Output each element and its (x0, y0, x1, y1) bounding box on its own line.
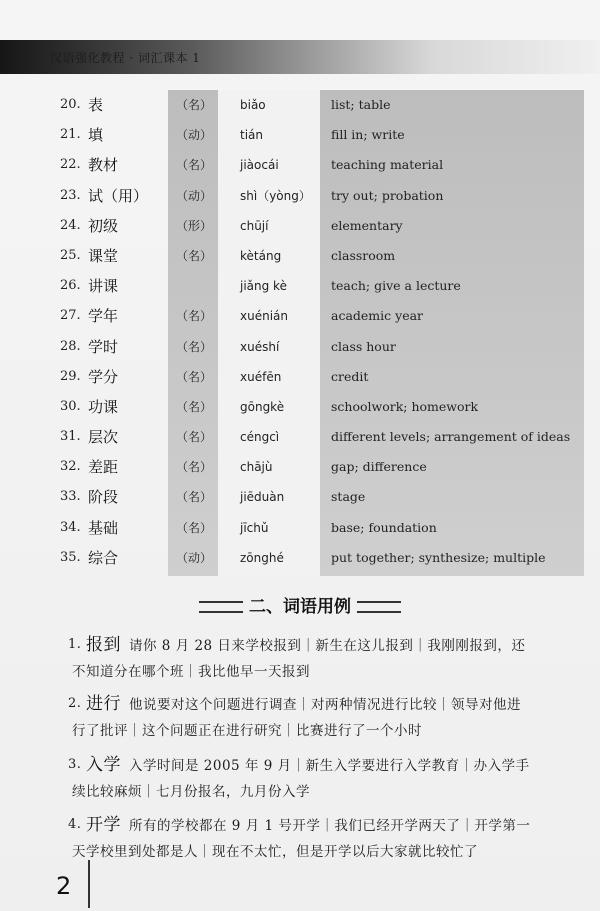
example-term: 开学 (86, 815, 121, 835)
vocab-part-of-speech: （名） (176, 158, 213, 173)
vocab-row (0, 90, 600, 120)
example-term: 入学 (86, 755, 121, 775)
vocab-pinyin: xuéshí (240, 339, 280, 354)
example-item (68, 812, 596, 865)
heading-rule-right (357, 601, 401, 613)
vocab-number: 20. (60, 97, 81, 112)
vocab-number: 21. (60, 127, 81, 143)
vocab-meaning: put together; synthesize; multiple (331, 549, 546, 565)
vocab-word: 基础 (88, 518, 119, 537)
heading-rule-left (199, 601, 243, 613)
vocab-row (0, 392, 600, 422)
vocab-pinyin: tián (240, 128, 263, 143)
vocab-meaning: different levels; arrangement of ideas (331, 429, 571, 445)
vocab-number: 30. (60, 398, 81, 414)
vocab-word: 差距 (88, 458, 119, 477)
vocab-pinyin: gōngkè (240, 399, 285, 414)
vocab-row (0, 120, 600, 150)
vocab-pinyin: shì（yòng） (240, 188, 311, 203)
vocab-number: 35. (60, 549, 81, 565)
vocab-part-of-speech: （动） (176, 188, 213, 203)
example-term: 报到 (86, 635, 121, 655)
vocab-number: 25. (60, 247, 81, 263)
vocab-pinyin: jiǎng kè (240, 279, 287, 294)
example-item (68, 632, 596, 685)
vocab-number: 29. (60, 368, 81, 384)
vocab-part-of-speech: （名） (176, 490, 213, 505)
vocab-meaning: classroom (331, 247, 396, 263)
vocab-word: 阶段 (88, 488, 119, 507)
vocab-word: 讲课 (88, 277, 119, 296)
example-item (68, 691, 596, 744)
example-number: 1. (68, 637, 82, 652)
vocab-number: 31. (60, 429, 81, 445)
vocab-meaning: elementary (331, 217, 403, 233)
vocab-row (0, 513, 600, 543)
vocab-part-of-speech: （形） (176, 218, 213, 233)
section-title: 二、词语用例 (249, 597, 351, 617)
vocab-part-of-speech: （动） (176, 550, 213, 565)
vocab-meaning: schoolwork; homework (331, 398, 479, 414)
vocab-part-of-speech: （名） (176, 430, 213, 445)
vocab-number: 34. (60, 519, 81, 535)
vocab-part-of-speech: （名） (176, 460, 213, 475)
example-term: 进行 (86, 694, 121, 714)
example-line-continued: 行了批评｜这个问题正在进行研究｜比赛进行了一个小时 (72, 723, 422, 739)
example-line-continued: 续比较麻烦｜七月份报名，九月份入学 (72, 784, 310, 800)
vocab-row (0, 241, 600, 271)
vocab-meaning: fill in; write (331, 127, 405, 143)
vocab-pinyin: jiàocái (240, 158, 279, 173)
vocab-meaning: teach; give a lecture (331, 278, 461, 294)
vocab-pinyin: chūjí (240, 218, 269, 233)
example-number: 4. (68, 817, 82, 832)
vocab-part-of-speech: （名） (176, 369, 213, 384)
vocab-pinyin: kètáng (240, 248, 282, 263)
example-line-continued: 天学校里到处都是人｜现在不太忙，但是开学以后大家就比较忙了 (72, 844, 478, 860)
vocab-row (0, 181, 600, 211)
vocab-row (0, 301, 600, 331)
example-line (86, 752, 596, 779)
vocab-part-of-speech: （名） (176, 98, 213, 112)
vocab-word: 课堂 (88, 246, 119, 265)
vocab-number: 22. (60, 157, 81, 173)
vocab-meaning: try out; probation (331, 187, 444, 203)
vocab-meaning: stage (331, 489, 366, 505)
vocab-word: 教材 (88, 156, 119, 175)
vocab-part-of-speech: （名） (176, 520, 213, 535)
vocab-pinyin: xuéfēn (240, 369, 282, 384)
vocabulary-list (0, 90, 600, 573)
example-line (86, 632, 596, 659)
book-title: 汉语强化教程 · 词汇课本 1 (50, 51, 201, 65)
section-heading (0, 595, 600, 619)
footer-rule (88, 860, 90, 908)
vocab-number: 32. (60, 459, 81, 475)
vocab-part-of-speech: （名） (176, 248, 213, 263)
vocab-word: 功课 (88, 397, 119, 416)
vocab-row (0, 422, 600, 452)
vocab-meaning: credit (331, 368, 369, 384)
vocab-row (0, 332, 600, 362)
vocab-row (0, 452, 600, 482)
vocab-row (0, 362, 600, 392)
vocab-word: 学分 (88, 367, 119, 386)
vocab-row (0, 543, 600, 573)
vocab-number: 24. (60, 217, 81, 233)
example-number: 2. (68, 696, 82, 711)
vocab-word: 表 (88, 96, 104, 114)
vocab-word: 试（用） (88, 186, 149, 205)
vocab-number: 23. (60, 187, 81, 203)
vocab-word: 层次 (88, 428, 119, 447)
vocab-row (0, 150, 600, 180)
vocab-word: 学时 (88, 337, 119, 356)
example-number: 3. (68, 757, 82, 772)
vocab-meaning: gap; difference (331, 459, 427, 475)
example-text: 他说要对这个问题进行调查｜对两种情况进行比较｜领导对他进 (129, 697, 521, 713)
page-number: 2 (56, 872, 72, 900)
vocab-word: 初级 (88, 216, 119, 235)
vocab-pinyin: biǎo (240, 98, 266, 112)
vocab-meaning: list; table (331, 97, 391, 112)
vocab-pinyin: xuénián (240, 309, 288, 324)
example-text: 请你 8 月 28 日来学校报到｜新生在这儿报到｜我刚刚报到，还 (129, 638, 526, 654)
vocab-meaning: base; foundation (331, 519, 437, 535)
vocab-pinyin: chājù (240, 460, 273, 475)
vocab-part-of-speech: （名） (176, 309, 213, 324)
example-text: 入学时间是 2005 年 9 月｜新生入学要进行入学教育｜办入学手 (129, 758, 530, 774)
vocab-meaning: class hour (331, 338, 396, 354)
example-line-continued: 不知道分在哪个班｜我比他早一天报到 (72, 664, 310, 680)
vocab-part-of-speech: （动） (176, 128, 213, 143)
vocab-word: 填 (88, 126, 104, 145)
vocab-pinyin: céngcì (240, 430, 280, 445)
vocab-part-of-speech: （名） (176, 339, 213, 354)
example-item (68, 752, 596, 805)
vocab-word: 综合 (88, 548, 119, 567)
vocab-row (0, 211, 600, 241)
vocab-number: 28. (60, 338, 81, 354)
vocab-pinyin: jiēduàn (240, 490, 285, 505)
vocab-number: 26. (60, 278, 81, 294)
vocab-word: 学年 (88, 307, 119, 326)
example-line (86, 691, 596, 718)
vocab-part-of-speech: （名） (176, 399, 213, 414)
vocab-row (0, 482, 600, 512)
vocab-number: 27. (60, 308, 81, 324)
vocab-meaning: teaching material (331, 157, 444, 173)
vocab-pinyin: jīchǔ (240, 520, 269, 535)
vocab-meaning: academic year (331, 308, 424, 324)
vocab-pinyin: zōnghé (240, 550, 284, 565)
example-text: 所有的学校都在 9 月 1 号开学｜我们已经开学两天了｜开学第一 (129, 818, 531, 834)
example-line (86, 812, 596, 839)
vocab-row (0, 271, 600, 301)
vocab-number: 33. (60, 489, 81, 505)
